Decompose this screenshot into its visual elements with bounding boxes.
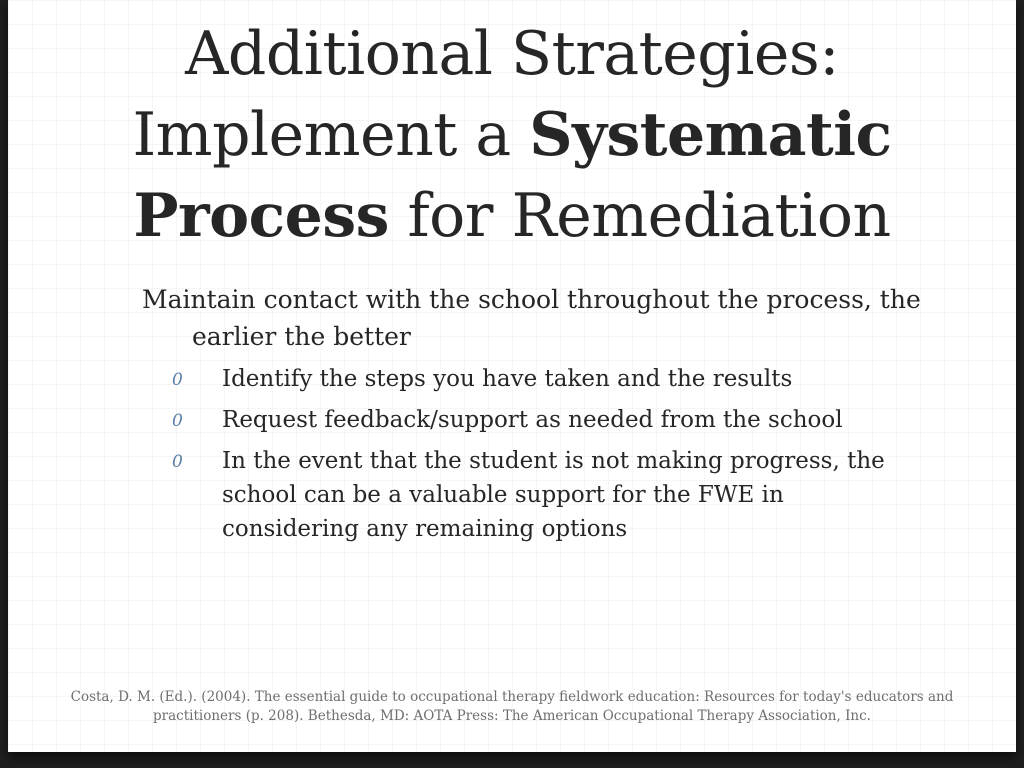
sub-point-list <box>168 362 908 553</box>
sub-point-item <box>168 362 908 396</box>
sub-point-text: Request feedback/support as needed from the school <box>222 407 843 433</box>
slide <box>8 0 1016 752</box>
sub-point-text: Identify the steps you have taken and the results <box>222 366 793 392</box>
slide-body <box>8 0 1016 752</box>
title-line-2-regular: Implement a <box>132 100 530 170</box>
title-line-2-bold: Systematic <box>529 100 892 170</box>
bullet-icon: 0 <box>172 452 183 472</box>
main-point: Maintain contact with the school throughout the process, the earlier the better <box>142 285 921 351</box>
title-line-3-bold: Process <box>133 181 389 251</box>
bullet-icon: 0 <box>172 370 183 390</box>
title-line-1: Additional Strategies: <box>185 19 839 89</box>
title-line-3-regular: for Remediation <box>388 181 891 251</box>
sub-point-item <box>168 403 908 437</box>
citation <box>68 688 956 726</box>
sub-point-item <box>168 444 908 546</box>
citation-line-1: Costa, D. M. (Ed.). (2004). The essential guide to occupational therapy fieldwork education: Resources for today's educators and <box>70 689 954 705</box>
sub-point-text: In the event that the student is not making progress, the school can be a valuable support for the FWE in considering any remaining options <box>222 448 885 542</box>
citation-line-2: practitioners (p. 208). Bethesda, MD: AOTA Press: The American Occupational Therapy Association, Inc. <box>153 708 871 724</box>
bullet-icon: 0 <box>172 411 183 431</box>
